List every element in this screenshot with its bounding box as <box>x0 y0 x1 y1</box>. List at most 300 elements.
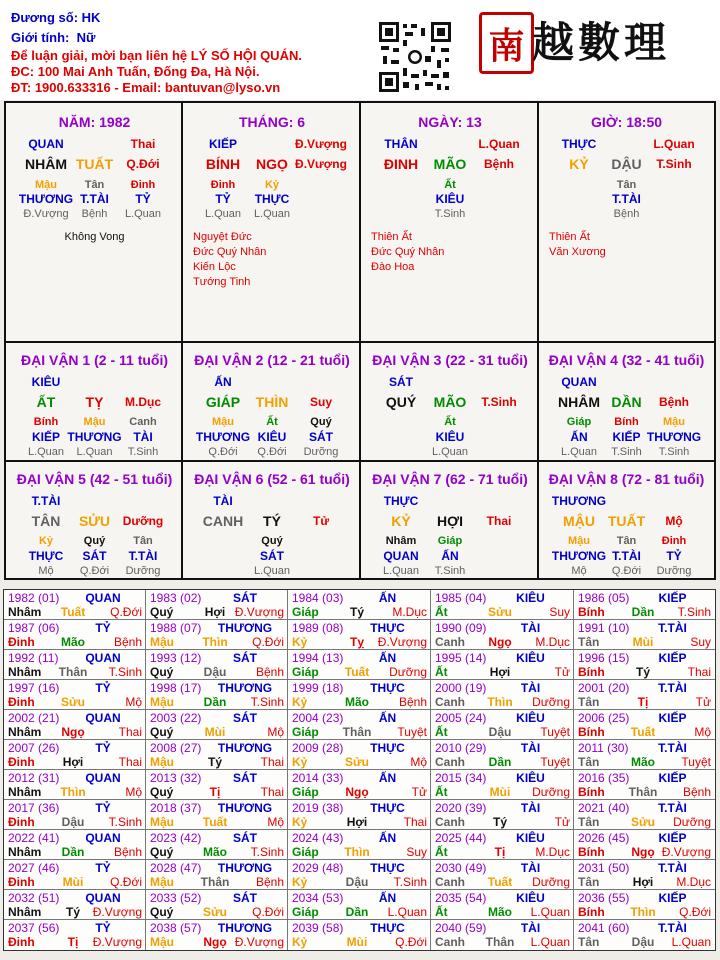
year-cell <box>431 860 574 890</box>
year-cell <box>574 890 715 920</box>
year-branch: Mão <box>345 695 369 709</box>
special-star: Đức Quý Nhân <box>371 246 445 258</box>
year-stage: Dưỡng <box>532 875 570 889</box>
year-cell <box>288 710 431 740</box>
dv-hidden-stage: L.Quan <box>382 565 420 577</box>
year-stage: T.Sinh <box>108 815 142 829</box>
special-star: Không Vong <box>64 231 125 243</box>
year-label: 2026 (45) <box>578 831 630 845</box>
year-cell <box>4 830 146 860</box>
year-ten-god: QUAN <box>85 831 121 845</box>
year-cell <box>4 800 146 830</box>
year-stage: Q.Đới <box>110 605 142 619</box>
year-stage: L.Quan <box>530 905 570 919</box>
year-cell <box>4 650 146 680</box>
year-stage: Dưỡng <box>532 785 570 799</box>
year-ten-god: THỰC <box>370 921 405 935</box>
year-label: 1986 (05) <box>578 591 630 605</box>
year-stem: Nhâm <box>8 665 42 679</box>
special-star: Đào Hoa <box>371 261 415 273</box>
stem-stage: L.Quan <box>478 137 520 151</box>
year-stage: T.Sinh <box>250 695 284 709</box>
year-label: 2017 (36) <box>8 801 60 815</box>
year-cell <box>574 710 715 740</box>
dai-van-stage: Dưỡng <box>122 514 164 528</box>
special-star: Nguyệt Đức <box>193 231 252 243</box>
year-label: 2006 (25) <box>578 711 630 725</box>
year-stem: Bính <box>578 785 605 799</box>
year-label: 1994 (13) <box>292 651 344 665</box>
year-label: 2039 (58) <box>292 921 344 935</box>
year-label: 2010 (29) <box>435 741 487 755</box>
year-branch: Tý <box>65 905 80 919</box>
address-line: ĐC: 100 Mai Anh Tuấn, Đống Đa, Hà Nội. <box>11 64 260 79</box>
dai-van-stage: Thai <box>486 514 512 528</box>
year-label: 1989 (08) <box>292 621 344 635</box>
year-branch: Thìn <box>60 785 86 799</box>
dai-van-branch: MÃO <box>433 394 467 410</box>
year-branch: Tý <box>207 755 222 769</box>
year-stage: Q.Đới <box>252 905 284 919</box>
dv-hidden-ten-god: ẤN <box>570 430 588 444</box>
year-label: 2029 (48) <box>292 861 344 875</box>
special-star: Kiến Lộc <box>193 261 236 273</box>
dai-van-stem: KỶ <box>391 513 411 529</box>
year-stem: Canh <box>435 815 465 829</box>
year-cell <box>4 740 146 770</box>
hidden-ten-god: TỶ <box>215 192 231 206</box>
dai-van-stage: T.Sinh <box>481 395 517 409</box>
year-stem: Bính <box>578 725 605 739</box>
year-stem: Quý <box>150 725 174 739</box>
year-cell <box>431 680 574 710</box>
year-label: 2020 (39) <box>435 801 487 815</box>
year-cell <box>574 920 715 950</box>
year-label: 2036 (55) <box>578 891 630 905</box>
year-stem: Quý <box>150 785 174 799</box>
hidden-ten-god: T.TÀI <box>612 192 641 206</box>
ten-god-stem: QUAN <box>28 137 64 151</box>
year-label: 2001 (20) <box>578 681 630 695</box>
dai-van-ten-god: T.TÀI <box>31 494 61 508</box>
dai-van-branch: HỢI <box>437 513 463 529</box>
year-stage: Thai <box>260 755 284 769</box>
year-ten-god: QUAN <box>85 771 121 785</box>
year-ten-god: ẤN <box>378 891 397 905</box>
year-ten-god: THỰC <box>370 741 405 755</box>
dv-hidden-stage: T.Sinh <box>658 446 690 458</box>
year-ten-god: KIẾP <box>658 831 687 845</box>
year-branch: Hợi <box>204 605 226 619</box>
dv-hidden-stem: Tân <box>133 535 153 547</box>
year-stem: Mậu <box>150 755 174 769</box>
year-branch: Tý <box>349 605 364 619</box>
year-ten-god: KIẾP <box>658 771 687 785</box>
year-branch: Dần <box>345 905 369 919</box>
year-ten-god: SÁT <box>233 591 257 605</box>
year-stem: Nhâm <box>8 605 42 619</box>
year-label: 2040 (59) <box>435 921 487 935</box>
dv-hidden-ten-god: THƯƠNG <box>195 430 251 444</box>
dai-van-cell <box>183 462 361 580</box>
dai-van-branch: TÝ <box>263 513 281 529</box>
year-branch: Tị <box>494 845 506 859</box>
year-label: 1991 (10) <box>578 621 630 635</box>
hidden-stem: Đinh <box>130 179 156 191</box>
year-ten-god: T.TÀI <box>658 921 687 935</box>
dv-hidden-ten-god: ẤN <box>441 549 459 563</box>
year-ten-god: TÀI <box>520 921 541 935</box>
year-stem: Giáp <box>292 905 319 919</box>
hidden-stage: L.Quan <box>124 208 162 220</box>
year-branch: Dậu <box>203 665 227 679</box>
year-cell <box>146 830 288 860</box>
dai-van-ten-god: ẤN <box>214 375 232 389</box>
year-ten-god: T.TÀI <box>658 621 687 635</box>
year-branch: Mão <box>203 845 227 859</box>
dai-van-stem: NHÂM <box>558 394 600 410</box>
dv-hidden-stem: Giáp <box>437 535 463 547</box>
year-ten-god: QUAN <box>85 891 121 905</box>
year-stage: Dưỡng <box>673 815 711 829</box>
year-stage: Đ.Vượng <box>92 935 142 949</box>
year-label: 2007 (26) <box>8 741 60 755</box>
year-cell <box>431 890 574 920</box>
dv-hidden-stem: Mậu <box>212 416 234 428</box>
dv-hidden-stage: Mộ <box>38 565 54 577</box>
year-label: 1992 (11) <box>8 651 59 665</box>
year-cell <box>431 620 574 650</box>
year-stem: Mậu <box>150 935 174 949</box>
dai-van-branch: TUẤT <box>607 513 646 529</box>
year-cell <box>4 590 146 620</box>
year-stage: M.Dục <box>392 605 427 619</box>
year-label: 2021 (40) <box>578 801 630 815</box>
year-stem: Kỷ <box>292 755 308 769</box>
pillar-title: THÁNG: 6 <box>238 114 306 130</box>
year-label: 2024 (43) <box>292 831 344 845</box>
year-stem: Tân <box>578 755 600 769</box>
year-cell <box>574 590 715 620</box>
year-ten-god: TÀI <box>520 741 541 755</box>
year-label: 1996 (15) <box>578 651 630 665</box>
year-branch: Hợi <box>346 815 368 829</box>
branch-stage: Bệnh <box>484 157 514 171</box>
year-cell <box>4 620 146 650</box>
year-stage: Dưỡng <box>532 695 570 709</box>
year-stem: Giáp <box>292 605 319 619</box>
year-stage: Thai <box>687 665 711 679</box>
dv-hidden-stage: L.Quan <box>431 446 469 458</box>
seal-stamp: 南 <box>479 12 534 74</box>
hidden-stem: Tân <box>84 179 105 191</box>
hidden-ten-god: T.TÀI <box>80 192 109 206</box>
year-stage: Tuyệt <box>540 725 570 739</box>
dv-hidden-stage: Mộ <box>571 565 587 577</box>
year-ten-god: TỶ <box>95 921 111 935</box>
year-branch: Dậu <box>488 725 512 739</box>
year-cell <box>574 620 715 650</box>
year-stem: Tân <box>578 815 600 829</box>
year-stem: Nhâm <box>8 845 42 859</box>
dai-van-stem: GIÁP <box>205 394 241 410</box>
dai-van-branch: TỴ <box>85 394 104 410</box>
year-ten-god: SÁT <box>233 891 257 905</box>
pillar-title: NĂM: 1982 <box>58 114 131 130</box>
hidden-ten-god: TỶ <box>135 192 151 206</box>
year-cell <box>431 770 574 800</box>
year-stem: Nhâm <box>8 725 42 739</box>
year-branch: Sửu <box>344 755 370 769</box>
hidden-stage: Đ.Vượng <box>23 208 69 220</box>
year-stem: Canh <box>435 635 465 649</box>
year-label: 1985 (04) <box>435 591 487 605</box>
year-cell <box>288 680 431 710</box>
year-ten-god: QUAN <box>85 651 121 665</box>
year-stage: Thai <box>260 785 284 799</box>
year-ten-god: TỶ <box>95 801 111 815</box>
year-cell <box>4 860 146 890</box>
special-star: Tướng Tinh <box>193 276 251 288</box>
year-stem: Mậu <box>150 815 174 829</box>
ten-god-stem: KIẾP <box>208 137 237 151</box>
year-label: 1983 (02) <box>150 591 202 605</box>
dai-van-title: ĐẠI VẬN 5 (42 - 51 tuổi) <box>16 471 173 487</box>
year-stage: Tuyệt <box>681 755 711 769</box>
year-label: 2022 (41) <box>8 831 60 845</box>
year-branch: Ngọ <box>345 785 369 799</box>
year-ten-god: THỰC <box>370 681 405 695</box>
pillar-cell <box>539 103 714 343</box>
year-stem: Ất <box>435 665 448 679</box>
year-cell <box>431 650 574 680</box>
dai-van-stage: Bệnh <box>659 395 689 409</box>
dv-hidden-stem: Mậu <box>83 416 106 428</box>
year-branch: Hợi <box>62 755 84 769</box>
year-stage: Tuyệt <box>540 755 570 769</box>
year-stage: T.Sinh <box>393 875 427 889</box>
year-label: 2015 (34) <box>435 771 487 785</box>
year-ten-god: KIÊU <box>516 771 545 785</box>
year-stage: M.Dục <box>535 635 570 649</box>
year-ten-god: THƯƠNG <box>217 921 273 935</box>
year-stem: Giáp <box>292 845 319 859</box>
year-stage: Mộ <box>267 725 284 739</box>
dv-hidden-stage: Dưỡng <box>656 565 692 577</box>
year-branch: Mùi <box>489 785 511 799</box>
phone-email-line[interactable]: ĐT: 1900.633316 - Email: bantuvan@lyso.vn <box>11 80 281 95</box>
year-label: 1999 (18) <box>292 681 344 695</box>
year-branch: Sửu <box>202 905 228 919</box>
year-label: 1987 (06) <box>8 621 60 635</box>
earthly-branch: NGỌ <box>256 156 288 172</box>
dai-van-stage: M.Dục <box>125 395 161 409</box>
year-stem: Ất <box>435 725 448 739</box>
year-cell <box>146 620 288 650</box>
year-ten-god: SÁT <box>233 771 257 785</box>
year-cell <box>574 650 715 680</box>
year-stage: Tử <box>411 785 427 799</box>
year-cell <box>4 920 146 950</box>
dai-van-ten-god: SÁT <box>389 375 413 389</box>
year-stem: Bính <box>578 605 605 619</box>
pillar-title: GIỜ: 18:50 <box>590 114 663 130</box>
year-stage: Bệnh <box>113 845 142 859</box>
year-stem: Giáp <box>292 725 319 739</box>
dai-van-title: ĐẠI VẬN 3 (22 - 31 tuổi) <box>372 352 528 368</box>
year-branch: Ngọ <box>488 635 512 649</box>
year-label: 2038 (57) <box>150 921 202 935</box>
year-stem: Đinh <box>8 935 35 949</box>
dai-van-title: ĐẠI VẬN 1 (2 - 11 tuổi) <box>20 352 169 368</box>
year-cell <box>431 830 574 860</box>
dai-van-ten-god: QUAN <box>561 375 597 389</box>
dv-hidden-stem: Ất <box>444 416 456 428</box>
hidden-stage: L.Quan <box>253 208 291 220</box>
year-stem: Tân <box>578 875 600 889</box>
year-label: 2009 (28) <box>292 741 344 755</box>
year-ten-god: TỶ <box>95 741 111 755</box>
year-ten-god: THƯƠNG <box>217 621 273 635</box>
year-stage: Thai <box>118 755 142 769</box>
heavenly-stem: ĐINH <box>383 156 419 172</box>
year-ten-god: THƯƠNG <box>217 801 273 815</box>
year-cell <box>4 890 146 920</box>
year-stage: Đ.Vượng <box>234 935 284 949</box>
year-ten-god: KIÊU <box>516 651 545 665</box>
year-ten-god: ẤN <box>378 591 397 605</box>
year-stage: Tử <box>554 815 570 829</box>
year-label: 2033 (52) <box>150 891 202 905</box>
year-cell <box>574 860 715 890</box>
year-branch: Dần <box>61 845 85 859</box>
year-stage: Q.Đới <box>395 935 427 949</box>
year-ten-god: T.TÀI <box>658 741 687 755</box>
hidden-stage: Bệnh <box>613 208 640 220</box>
year-label: 2005 (24) <box>435 711 487 725</box>
year-label: 2000 (19) <box>435 681 487 695</box>
year-stage: Dưỡng <box>389 665 427 679</box>
year-stem: Canh <box>435 875 465 889</box>
dv-hidden-stage: T.Sinh <box>611 446 642 458</box>
year-branch: Thân <box>628 785 658 799</box>
year-ten-god: THƯƠNG <box>217 861 273 875</box>
year-stage: Tử <box>554 665 570 679</box>
year-branch: Thìn <box>630 905 656 919</box>
year-branch: Sửu <box>487 605 513 619</box>
year-branch: Thìn <box>344 845 370 859</box>
year-label: 2003 (22) <box>150 711 202 725</box>
year-ten-god: THỰC <box>370 621 405 635</box>
dai-van-title: ĐẠI VẬN 7 (62 - 71 tuổi) <box>372 471 528 487</box>
year-stage: Đ.Vượng <box>661 845 711 859</box>
year-branch: Dậu <box>61 815 85 829</box>
year-label: 1998 (17) <box>150 681 202 695</box>
year-ten-god: THỰC <box>370 801 405 815</box>
year-branch: Sửu <box>60 695 86 709</box>
year-branch: Tị <box>637 695 649 709</box>
dv-hidden-ten-god: KIẾP <box>31 430 60 444</box>
contact-note: Để luận giải, mời bạn liên hệ LÝ SỐ HỘI QUÁN. <box>11 48 302 63</box>
year-stage: Tử <box>695 695 711 709</box>
year-stem: Kỷ <box>292 695 308 709</box>
year-stem: Mậu <box>150 635 174 649</box>
dai-van-title: ĐẠI VẬN 6 (52 - 61 tuổi) <box>194 471 350 487</box>
year-cell <box>288 740 431 770</box>
year-branch: Tuất <box>630 725 656 739</box>
dv-hidden-ten-god: THƯƠNG <box>551 549 607 563</box>
heavenly-stem: KỶ <box>569 156 589 172</box>
dv-hidden-stem: Đinh <box>661 535 687 547</box>
year-cell <box>431 800 574 830</box>
year-cell <box>288 620 431 650</box>
dai-van-title: ĐẠI VẬN 2 (12 - 21 tuổi) <box>194 352 350 368</box>
dv-hidden-stem: Tân <box>616 535 637 547</box>
dv-hidden-ten-god: THƯƠNG <box>646 430 702 444</box>
year-label: 1984 (03) <box>292 591 344 605</box>
ten-god-stem: THỰC <box>561 137 597 151</box>
year-stage: Q.Đới <box>679 905 711 919</box>
hidden-ten-god: THỰC <box>254 192 290 206</box>
year-ten-god: QUAN <box>85 711 121 725</box>
dai-van-cell <box>361 462 539 580</box>
year-label: 1993 (12) <box>150 651 202 665</box>
year-ten-god: TỶ <box>95 621 111 635</box>
dv-hidden-ten-god: SÁT <box>82 549 107 563</box>
special-star: Thiên Ất <box>371 231 412 243</box>
year-stem: Ất <box>435 845 448 859</box>
year-label: 2032 (51) <box>8 891 60 905</box>
year-cell <box>574 830 715 860</box>
year-stem: Đinh <box>8 635 35 649</box>
special-star: Văn Xương <box>549 246 606 258</box>
dv-hidden-stage: L.Quan <box>27 446 65 458</box>
year-label: 2041 (60) <box>578 921 630 935</box>
year-label: 1990 (09) <box>435 621 487 635</box>
dv-hidden-stage: L.Quan <box>253 565 291 577</box>
year-stage: Mộ <box>125 695 142 709</box>
year-branch: Thân <box>342 725 372 739</box>
year-label: 2031 (50) <box>578 861 630 875</box>
dv-hidden-ten-god: QUAN <box>383 549 419 563</box>
year-ten-god: T.TÀI <box>658 801 687 815</box>
dv-hidden-stage: Q.Đới <box>257 446 287 458</box>
year-cell <box>574 680 715 710</box>
year-stage: Thai <box>118 725 142 739</box>
year-cell <box>288 800 431 830</box>
year-stage: Đ.Vượng <box>234 605 284 619</box>
year-ten-god: THỰC <box>370 861 405 875</box>
hidden-ten-god: THƯƠNG <box>18 192 74 206</box>
year-cell <box>4 710 146 740</box>
year-branch: Dần <box>631 605 655 619</box>
dai-van-stage: Tử <box>312 514 330 528</box>
dv-hidden-ten-god: KIÊU <box>435 430 465 444</box>
dv-hidden-ten-god: KIẾP <box>612 430 641 444</box>
year-ten-god: KIẾP <box>658 651 687 665</box>
dv-hidden-stem: Ất <box>266 416 278 428</box>
dai-van-stem: ẤT <box>36 394 56 410</box>
year-label: 2013 (32) <box>150 771 202 785</box>
year-branch: Sửu <box>630 815 656 829</box>
dv-hidden-ten-god: THỰC <box>28 549 64 563</box>
annual-luck-table <box>3 589 716 951</box>
year-branch: Mão <box>631 755 655 769</box>
dv-hidden-stage: L.Quan <box>560 446 598 458</box>
year-ten-god: SÁT <box>233 711 257 725</box>
dv-hidden-stem: Canh <box>129 416 157 428</box>
year-stage: Đ.Vượng <box>92 905 142 919</box>
